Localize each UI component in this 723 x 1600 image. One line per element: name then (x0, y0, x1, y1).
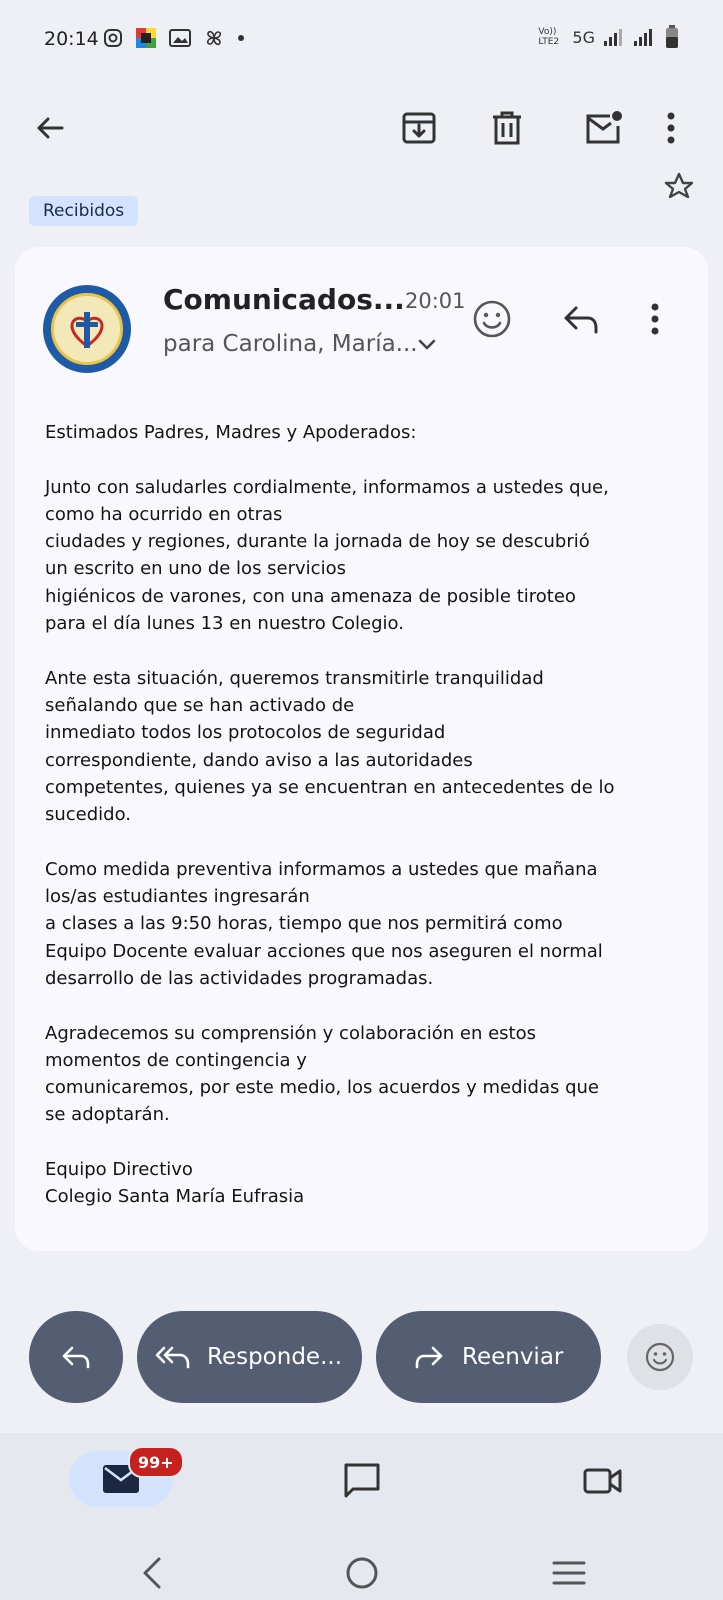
email-more-vert-icon[interactable] (631, 295, 679, 343)
sender-name[interactable]: Comunicados... (163, 283, 405, 316)
mark-unread-icon[interactable] (578, 102, 630, 154)
body-paragraph: Ante esta situación, queremos transmitirle tranquilidad señalando que se han activado de inmediato todos los protocolos de seguridad correspondiente, dando aviso a las autoridades competentes, quienes ya se encuentran en antecedentes de lo sucedido. (45, 667, 615, 826)
bottom-navigation (0, 1433, 723, 1600)
add-reaction-icon[interactable] (468, 295, 516, 343)
battery-icon (665, 25, 679, 49)
system-status-icons (538, 25, 679, 49)
inbox-label-chip[interactable]: Recibidos (29, 196, 138, 226)
dot-icon (237, 34, 245, 42)
forward-label: Reenviar (462, 1344, 564, 1370)
status-bar (0, 0, 723, 80)
star-icon[interactable] (664, 172, 694, 202)
forward-button[interactable] (376, 1311, 601, 1403)
email-card (15, 247, 708, 1251)
video-camera-icon (583, 1466, 623, 1496)
more-vert-icon[interactable] (645, 102, 697, 154)
reply-all-button[interactable] (137, 1311, 362, 1403)
recipients[interactable]: para Carolina, María... (163, 331, 418, 357)
nav-meet-tab[interactable] (583, 1461, 623, 1501)
app-colorful-icon (135, 27, 157, 49)
forward-icon (414, 1345, 444, 1369)
body-paragraph: Agradecemos su comprensión y colaboración en estos momentos de contingencia y comunicaremos, por este medio, los acuerdos y medidas que se adoptarán. (45, 1022, 600, 1126)
archive-icon[interactable] (393, 102, 445, 154)
status-time: 20:14 (44, 28, 99, 50)
body-paragraph: Junto con saludarles cordialmente, informamos a ustedes que, como ha ocurrido en otras ciudades y regiones, durante la jornada de hoy se descubrió un escrito en uno de los servicios higiénicos de varones, con una amenaza de posible tiroteo para el día lunes 13 en nuestro Colegio. (45, 476, 609, 635)
pinwheel-icon (203, 27, 225, 49)
system-home-icon[interactable] (340, 1551, 384, 1595)
reply-button[interactable] (29, 1311, 123, 1403)
system-recents-icon[interactable] (547, 1551, 591, 1595)
email-toolbar (0, 80, 723, 184)
body-paragraph: Como medida preventiva informamos a ustedes que mañana los/as estudiantes ingresarán a clases a las 9:50 horas, tiempo que nos permitirá como Equipo Docente evaluar acciones que nos aseguren el normal desarrollo de las actividades programadas. (45, 858, 603, 989)
email-time: 20:01 (405, 289, 466, 313)
instagram-icon (103, 28, 123, 48)
chevron-down-icon[interactable] (417, 337, 437, 356)
reply-all-label: Responde... (207, 1344, 343, 1370)
system-back-icon[interactable] (130, 1551, 174, 1595)
emoji-icon (644, 1341, 676, 1373)
school-logo-icon (51, 293, 123, 365)
reply-all-icon (155, 1345, 191, 1369)
body-signature: Equipo Directivo Colegio Santa María Eufrasia (45, 1159, 305, 1208)
reply-icon[interactable] (557, 295, 605, 343)
body-paragraph: Estimados Padres, Madres y Apoderados: (45, 422, 417, 443)
trash-icon[interactable] (481, 102, 533, 154)
email-body (45, 419, 695, 1238)
chat-icon (343, 1462, 381, 1500)
gallery-icon (169, 28, 191, 48)
sender-avatar[interactable] (43, 285, 131, 373)
reply-icon (61, 1345, 91, 1369)
unread-badge: 99+ (128, 1446, 184, 1478)
react-button[interactable] (627, 1324, 693, 1390)
signal-icon-2 (633, 27, 657, 47)
network-label: 5G (572, 27, 595, 47)
signal-icon (603, 27, 625, 47)
notification-icons (103, 27, 245, 49)
volte-label: Vo)) LTE2 (538, 27, 560, 47)
nav-chat-tab[interactable] (342, 1461, 382, 1501)
back-arrow-icon[interactable] (24, 102, 76, 154)
